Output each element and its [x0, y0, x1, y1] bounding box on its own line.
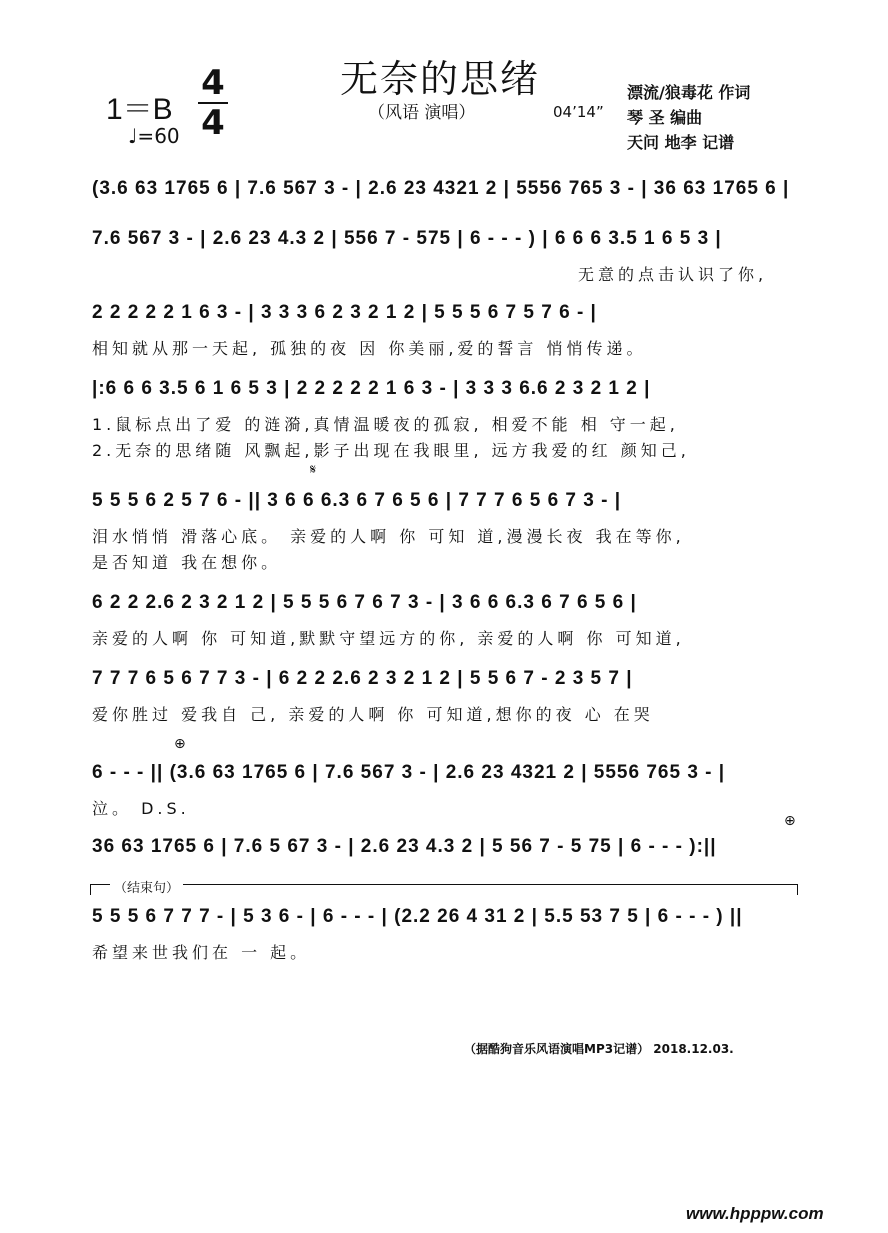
ending-bracket	[90, 884, 798, 895]
notation-row: 6 2 2 2.6 2 3 2 1 2 | 5 5 5 6 7 6 7 3 - | 3 6 6 6.3 6 7 6 5 6 |	[92, 592, 637, 613]
lyric-line: 亲爱的人啊 你 可知道,默默守望远方的你, 亲爱的人啊 你 可知道,	[92, 629, 685, 648]
coda-mark-1: ⊕	[174, 736, 186, 752]
time-signature	[198, 64, 228, 142]
duration: 04’14”	[553, 103, 604, 121]
notation-row: 5 5 5 6 7 7 7 - | 5 3 6 - | 6 - - - | (2.2 26 4 31 2 | 5.5 53 7 5 | 6 - - - ) ||	[92, 906, 743, 927]
lyric-line: 爱你胜过 爱我自 己, 亲爱的人啊 你 可知道,想你的夜 心 在哭	[92, 705, 654, 724]
notation-row: 5 5 5 6 2 5 7 6 - || 3 6 6 6.3 6 7 6 5 6 | 7 7 7 6 5 6 7 3 - |	[92, 490, 622, 511]
source-note: （据酷狗音乐风语演唱MP3记谱） 2018.12.03.	[464, 1042, 734, 1056]
key-signature: 1＝B	[106, 93, 173, 126]
credit-lyricist: 漂流/狼毒花 作词	[627, 83, 751, 102]
notation-row: 6 - - - || (3.6 63 1765 6 | 7.6 567 3 - | 2.6 23 4321 2 | 5556 765 3 - |	[92, 762, 726, 783]
credits	[627, 80, 750, 155]
credit-transcriber: 天问 地李 记谱	[627, 133, 735, 152]
lyric-line: 希望来世我们在 一 起。	[92, 943, 311, 962]
lyric-line: 相知就从那一天起, 孤独的夜 因 你美丽,爱的誓言 悄悄传递。	[92, 339, 647, 358]
notation-row: |:6 6 6 3.5 6 1 6 5 3 | 2 2 2 2 2 1 6 3 - | 3 3 3 6.6 2 3 2 1 2 |	[92, 378, 651, 399]
tempo-marking: ♩=60	[128, 124, 180, 148]
time-signature-bottom: 4	[201, 103, 225, 143]
notation-row: (3.6 63 1765 6 | 7.6 567 3 - | 2.6 23 4321 2 | 5556 765 3 - | 36 63 1765 6 |	[92, 178, 790, 199]
time-signature-top: 4	[201, 63, 225, 103]
lyric-line: 无意的点击认识了你,	[578, 265, 768, 284]
credit-arranger: 琴 圣 编曲	[627, 108, 703, 127]
lyric-line: 1.鼠标点出了爱 的涟漪,真情温暖夜的孤寂, 相爱不能 相 守一起,	[92, 415, 679, 434]
website-watermark: www.hpppw.com	[686, 1204, 824, 1223]
performer-subtitle: （风语 演唱）	[368, 103, 476, 123]
ending-label: （结束句）	[110, 877, 183, 896]
coda-mark-2: ⊕	[784, 813, 796, 829]
notation-row: 2 2 2 2 2 1 6 3 - | 3 3 3 6 2 3 2 1 2 | 5 5 5 6 7 5 7 6 - |	[92, 302, 597, 323]
lyric-line: 是否知道 我在想你。	[92, 553, 282, 572]
notation-row: 36 63 1765 6 | 7.6 5 67 3 - | 2.6 23 4.3 2 | 5 56 7 - 5 75 | 6 - - - ):||	[92, 836, 717, 857]
lyric-line: 泪水悄悄 滑落心底。 亲爱的人啊 你 可知 道,漫漫长夜 我在等你,	[92, 527, 685, 546]
notation-row: 7 7 7 6 5 6 7 7 3 - | 6 2 2 2.6 2 3 2 1 2 | 5 5 6 7 - 2 3 5 7 |	[92, 668, 633, 689]
notation-row: 7.6 567 3 - | 2.6 23 4.3 2 | 556 7 - 575 | 6 - - - ) | 6 6 6 3.5 1 6 5 3 |	[92, 228, 722, 249]
song-title: 无奈的思绪	[340, 57, 541, 101]
lyric-line: 泣。 D.S.	[92, 799, 190, 818]
segno-mark: 𝄋	[310, 462, 317, 478]
lyric-line: 2.无奈的思绪随 风飘起,影子出现在我眼里, 远方我爱的红 颜知己,	[92, 441, 690, 460]
